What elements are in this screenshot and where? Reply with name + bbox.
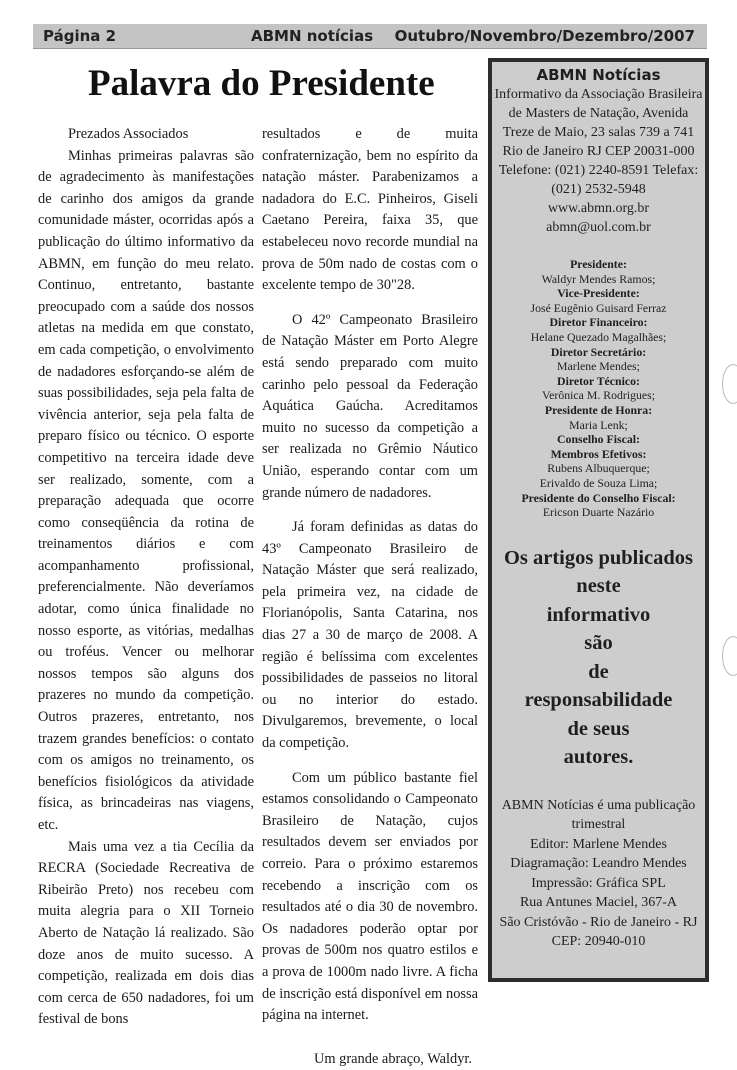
article-column-2 (262, 124, 478, 1070)
masthead-title: ABMN Notícias (536, 66, 661, 84)
board-role: Diretor Técnico: (557, 373, 640, 388)
disclaimer-line: de (588, 660, 609, 683)
article-title: Palavra do Presidente (88, 63, 435, 104)
board-directory (492, 257, 705, 520)
disclaimer-line: de seus (567, 717, 630, 740)
board-member-name: Ericson Duarte Nazário (542, 505, 655, 520)
board-member-name: Helane Quezado Magalhães; (530, 329, 667, 344)
masthead-sidebar (488, 58, 709, 982)
email-link[interactable]: abmn@uol.com.br (546, 220, 651, 235)
article-column-1 (38, 124, 254, 1031)
credit-line: Rua Antunes Maciel, 367-A (519, 895, 678, 911)
disclaimer-line: informativo (546, 603, 651, 626)
binder-hole (722, 636, 737, 676)
disclaimer-line: responsabilidade (524, 689, 673, 712)
masthead-info (492, 85, 705, 237)
credit-line: Editor: Marlene Mendes (530, 836, 667, 852)
board-member-name: Verônica M. Rodrigues; (541, 388, 656, 403)
article-paragraph: resultados e de muita confraternização, bem no espírito da natação máster. Parabenizamos a nadadora do E.C. Pinheiros, Giseli Caetano Pereira, faixa 35, que estabeleceu novo recorde mundial na prova de 50m nado de costas com o excelente tempo de 30"28. (262, 126, 478, 294)
board-member-name: Marlene Mendes; (557, 359, 640, 374)
disclaimer-line: autores. (563, 746, 634, 769)
article-paragraph: Minhas primeiras palavras são de agradecimento às manifestações de carinho dos amigos da grande comunidade máster, ocorridas após a publicação do último informativo da ABMN, em função do meu relato. Continuo, entretanto, bastante preocupado com a saúde dos nossos atletas na medida em que constato, em cada competição, o envolvimento de nadadores esforçando-se além de suas possibilidades, seja pela falta de vivência anterior, seja pela falta de preparo físico ou técnico. O esporte competitivo na terceira idade deve ser realizado, somente, com a preparação adequada que ocorre como conseqüência da rotina de treinamentos diários e com acompanhamento profissional, preferencialmente. Não deveríamos adotar, como única finalidade no nosso esporte, as vitórias, medalhas ou troféus. Vencer ou melhorar nossos tempos são alguns dos prazeres no mundo da competição. Outros prazeres, entretanto, nos trazem grandes benefícios: o contato com os amigos no treinamento, os benefícios fisiológicos da atividade física, as brincadeiras nas viagens, etc. (38, 147, 254, 833)
disclaimer-notice (492, 544, 705, 772)
binder-hole (722, 364, 737, 404)
board-member-name: Rubens Albuquerque; (547, 461, 650, 476)
article-paragraph: O 42º Campeonato Brasileiro de Natação Máster em Porto Alegre está sendo preparado com muito carinho pelo pessoal da Federação Aquática Gaúcha. Acreditamos muito no sucesso da competição a ser realizada no Grêmio Náutico União, esperando contar com um grande número de nadadores. (262, 311, 478, 501)
credit-line: São Cristóvão - Rio de Janeiro - RJ (499, 914, 698, 930)
article-paragraph: Mais uma vez a tia Cecília da RECRA (Sociedade Recreativa de Ribeirão Preto) nos recebeu com muita alegria para o XII Torneio Aberto de Natação lá realizado. São doze anos de muito sucesso. A competição, realizada em dois dias com cerca de 650 nadadores, foi um festival de bons (38, 838, 254, 1028)
board-role: Diretor Financeiro: (549, 315, 648, 330)
board-role: Vice-Presidente: (557, 286, 640, 301)
board-role: Presidente de Honra: (544, 402, 653, 417)
signature: Um grande abraço, Waldyr. (314, 1050, 473, 1067)
page-number: Página 2 (43, 27, 117, 45)
disclaimer-line: neste (576, 575, 621, 598)
board-role: Diretor Secretário: (550, 344, 647, 359)
disclaimer-line: Os artigos publicados (503, 546, 694, 569)
board-member-name: Maria Lenk; (569, 417, 628, 432)
board-role: Presidente do Conselho Fiscal: (521, 490, 676, 505)
board-role: Conselho Fiscal: (557, 432, 640, 447)
board-role: Presidente: (570, 257, 627, 271)
credit-line: ABMN Notícias é uma publicação trimestral (501, 797, 696, 833)
publication-credits (492, 796, 705, 952)
board-member-name: Erivaldo de Souza Lima; (539, 475, 658, 490)
association-address: Informativo da Associação Brasileira de Masters de Natação, Avenida Treze de Maio, 23 salas 739 a 741 Rio de Janeiro RJ CEP 20031-000 Telefone: (021) 2240-8591 Telefax: (021) 2532-5948 (494, 87, 703, 197)
article-paragraph: Já foram definidas as datas do 43º Campeonato Brasileiro de Natação Máster que será realizado, pela primeira vez, na cidade de Florianópolis, Santa Catarina, nos dias 27 a 30 de março de 2008. A região é belíssima com excelentes possibilidades de passeios no litoral ou no interior do estado. Divulgaremos, brevemente, o local da competição. (262, 519, 478, 752)
issue-date: Outubro/Novembro/Dezembro/2007 (394, 27, 695, 45)
board-role: Membros Efetivos: (550, 446, 647, 461)
page-header (33, 24, 707, 49)
credit-line: Impressão: Gráfica SPL (531, 875, 666, 891)
board-member-name: Waldyr Mendes Ramos; (541, 271, 656, 286)
salutation: Prezados Associados (68, 126, 189, 142)
board-member-name: José Eugênio Guisard Ferraz (530, 300, 667, 315)
credit-line: Diagramação: Leandro Mendes (510, 856, 687, 872)
article-paragraph: Com um público bastante fiel estamos consolidando o Campeonato Brasileiro de Natação, cujos resultados devem ser enviados por correio. Para o próximo estaremos recebendo a inscrição com os resultados até o dia 30 de novembro. Os nadadores poderão optar por provas de 500m nos quatro estilos e a prova de 1000m nado livre. A ficha de inscrição está disponível em nossa página na internet. (262, 769, 478, 1024)
publication-name: ABMN notícias (251, 27, 374, 45)
credit-line: CEP: 20940-010 (551, 934, 646, 950)
disclaimer-line: são (584, 632, 613, 655)
website-link[interactable]: www.abmn.org.br (547, 201, 650, 216)
